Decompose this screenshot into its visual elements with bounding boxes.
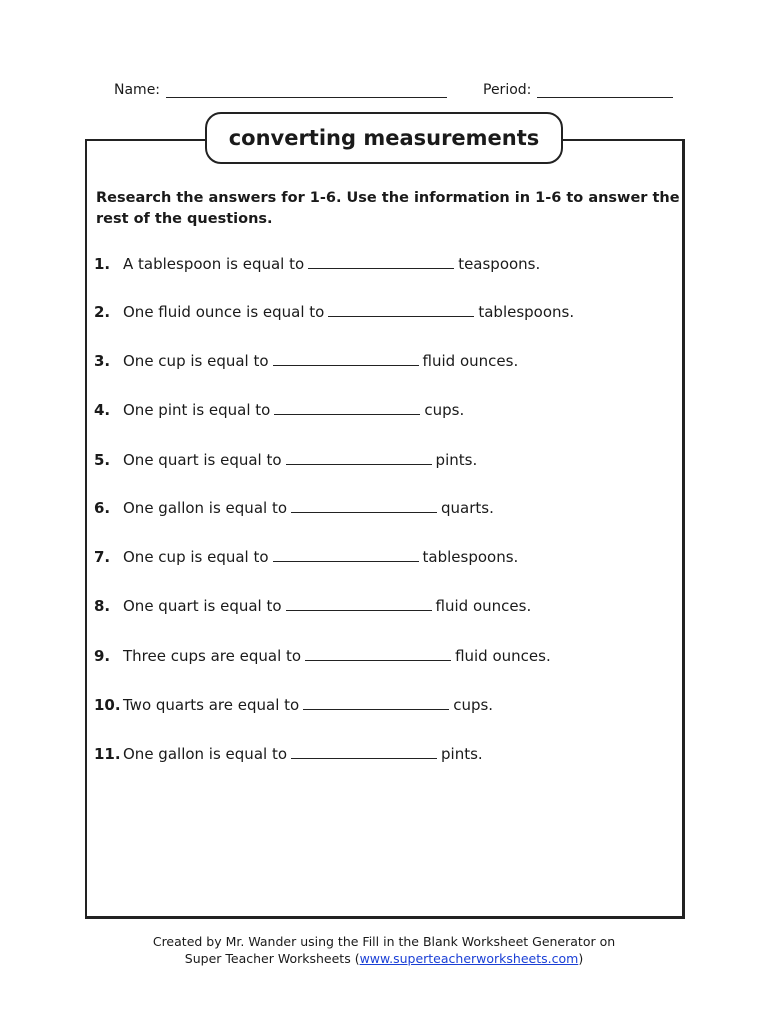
question-text: One quart is equal to bbox=[123, 451, 282, 469]
name-field-line[interactable] bbox=[166, 97, 447, 98]
answer-blank[interactable] bbox=[328, 304, 474, 317]
question-unit: tablespoons. bbox=[422, 548, 519, 566]
question-text: Three cups are equal to bbox=[123, 647, 302, 665]
page-title bbox=[205, 112, 563, 164]
question-item bbox=[94, 255, 540, 277]
answer-blank[interactable] bbox=[291, 500, 437, 513]
question-item bbox=[94, 597, 531, 619]
question-unit: pints. bbox=[435, 451, 478, 469]
question-number: 4. bbox=[94, 401, 111, 419]
question-item bbox=[94, 696, 493, 718]
question-number: 7. bbox=[94, 548, 111, 566]
question-unit: teaspoons. bbox=[458, 255, 541, 273]
name-label: Name: bbox=[114, 82, 161, 98]
question-unit: fluid ounces. bbox=[422, 352, 519, 370]
answer-blank[interactable] bbox=[308, 256, 454, 269]
question-item bbox=[94, 352, 518, 374]
question-item bbox=[94, 303, 574, 325]
question-item bbox=[94, 451, 477, 473]
answer-blank[interactable] bbox=[286, 452, 432, 465]
title-text: converting measurements bbox=[228, 126, 540, 150]
answer-blank[interactable] bbox=[273, 549, 419, 562]
question-unit: fluid ounces. bbox=[455, 647, 551, 665]
question-text: Two quarts are equal to bbox=[123, 696, 300, 714]
footer bbox=[0, 933, 768, 967]
question-number: 9. bbox=[94, 647, 111, 665]
question-number: 2. bbox=[94, 303, 111, 321]
footer-credit: Created by Mr. Wander using the Fill in the Blank Worksheet Generator on bbox=[152, 934, 616, 949]
question-text: A tablespoon is equal to bbox=[123, 255, 305, 273]
footer-source bbox=[0, 950, 768, 967]
question-text: One fluid ounce is equal to bbox=[123, 303, 325, 321]
question-text: One cup is equal to bbox=[123, 548, 269, 566]
question-item bbox=[94, 401, 464, 423]
question-number: 10. bbox=[94, 696, 121, 714]
footer-source-suffix: ) bbox=[578, 951, 584, 966]
question-text: One gallon is equal to bbox=[123, 499, 288, 517]
answer-blank[interactable] bbox=[291, 746, 437, 759]
question-text: One cup is equal to bbox=[123, 352, 269, 370]
footer-link[interactable]: www.superteacherworksheets.com bbox=[359, 951, 579, 966]
answer-blank[interactable] bbox=[303, 697, 449, 710]
question-unit: cups. bbox=[453, 696, 494, 714]
period-label: Period: bbox=[483, 82, 532, 98]
question-unit: pints. bbox=[441, 745, 483, 763]
question-number: 11. bbox=[94, 745, 121, 763]
question-number: 5. bbox=[94, 451, 111, 469]
question-unit: fluid ounces. bbox=[435, 597, 532, 615]
question-number: 1. bbox=[94, 255, 111, 273]
answer-blank[interactable] bbox=[273, 353, 419, 366]
instructions: Research the answers for 1-6. Use the information in 1-6 to answer the rest of the questions. bbox=[96, 190, 680, 227]
worksheet-header bbox=[0, 80, 768, 104]
question-item bbox=[94, 548, 518, 570]
question-text: One gallon is equal to bbox=[123, 745, 288, 763]
question-unit: tablespoons. bbox=[478, 303, 575, 321]
question-unit: quarts. bbox=[441, 499, 494, 517]
answer-blank[interactable] bbox=[305, 648, 451, 661]
question-number: 8. bbox=[94, 597, 111, 615]
question-item bbox=[94, 499, 494, 521]
question-unit: cups. bbox=[424, 401, 465, 419]
answer-blank[interactable] bbox=[274, 402, 420, 415]
period-field-line[interactable] bbox=[537, 97, 673, 98]
question-text: One quart is equal to bbox=[123, 597, 282, 615]
question-number: 3. bbox=[94, 352, 111, 370]
question-text: One pint is equal to bbox=[123, 401, 271, 419]
answer-blank[interactable] bbox=[286, 598, 432, 611]
question-item bbox=[94, 745, 483, 767]
footer-source-prefix: Super Teacher Worksheets ( bbox=[184, 951, 360, 966]
question-number: 6. bbox=[94, 499, 111, 517]
question-item bbox=[94, 647, 551, 669]
